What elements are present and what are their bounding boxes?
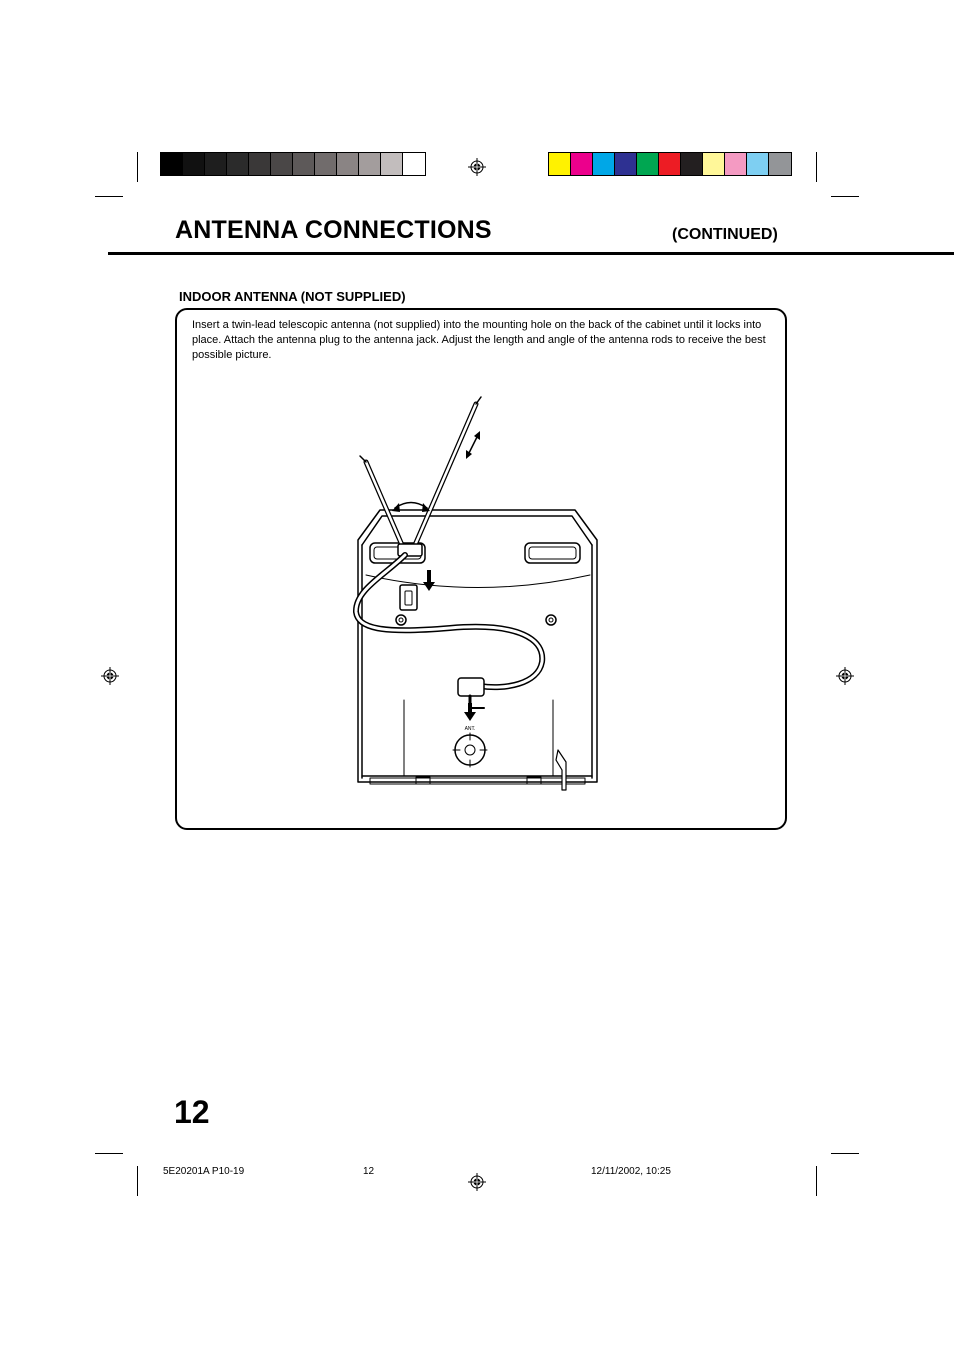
continued-label: (CONTINUED) [672,226,778,243]
footer-file-id: 5E20201A P10-19 [163,1166,245,1177]
color-swatch [747,153,769,175]
color-swatch [769,153,791,175]
section-heading: INDOOR ANTENNA (NOT SUPPLIED) [179,289,406,304]
crop-mark [816,152,817,182]
footer-page: 12 [363,1166,375,1177]
title-rule [108,252,954,255]
color-swatch [549,153,571,175]
registration-mark-icon [468,1173,486,1191]
color-swatch [637,153,659,175]
color-swatch [403,153,425,175]
color-swatch [381,153,403,175]
crop-mark [831,196,859,197]
color-swatch [315,153,337,175]
registration-mark-icon [836,667,854,685]
grayscale-bar [160,152,426,176]
page-title: ANTENNA CONNECTIONS [175,216,492,244]
color-swatch [615,153,637,175]
crop-mark [831,1153,859,1154]
crop-mark [95,196,123,197]
tv-back-illustration [340,390,620,800]
color-swatch [227,153,249,175]
color-swatch [183,153,205,175]
color-swatch [703,153,725,175]
color-swatch [293,153,315,175]
color-swatch [659,153,681,175]
color-swatch [249,153,271,175]
footer-timestamp: 12/11/2002, 10:25 [591,1166,671,1177]
color-swatch [337,153,359,175]
color-bar [548,152,792,176]
registration-mark-icon [101,667,119,685]
crop-mark [816,1166,817,1196]
crop-mark [137,152,138,182]
color-swatch [571,153,593,175]
color-swatch [161,153,183,175]
color-swatch [593,153,615,175]
color-swatch [271,153,293,175]
page-number: 12 [174,1094,210,1130]
color-swatch [205,153,227,175]
jack-label: ANT. [464,726,476,732]
instruction-text: Insert a twin-lead telescopic antenna (not supplied) into the mounting hole on the back of the cabinet until it locks into place. Attach the antenna plug to the antenna jack. Adjust the length and angle of the antenna rods to receive the best possible picture. [192,319,766,361]
color-swatch [681,153,703,175]
color-swatch [725,153,747,175]
registration-mark-icon [468,158,486,176]
crop-mark [137,1166,138,1196]
crop-mark [95,1153,123,1154]
color-swatch [359,153,381,175]
